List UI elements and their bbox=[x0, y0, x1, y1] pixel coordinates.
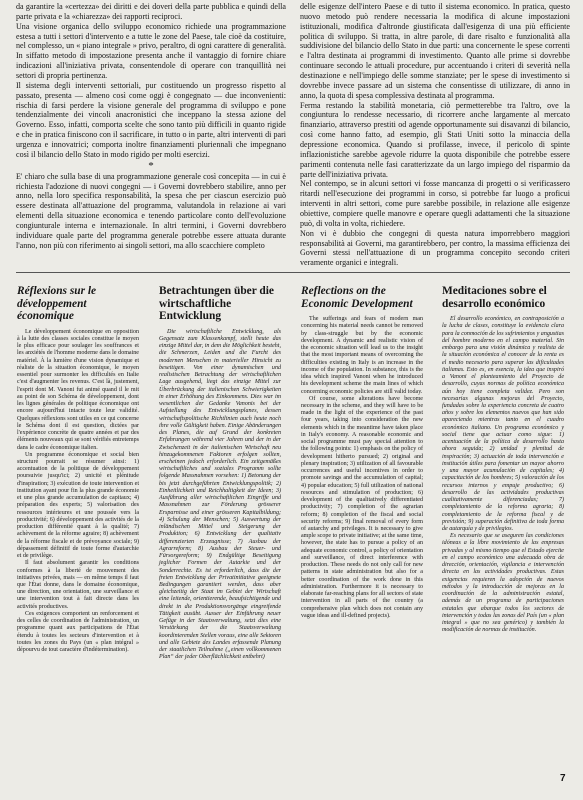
italian-paragraph: Il sistema degli interventi settoriali, pur costituendo un progresso rispetto al passato, presenta — almeno così come oggi è congegnato — due inconvenienti: rischia di farsi perdere la visione generale del programma di sviluppo e pone tendenzialmente dei vincoli anacronistici che inceppano la stessa azione del Governo. Esso, infatti, comporta scelte che sono tanto più difficili in quanto rigide e che in pratica finiscono con il sacrificare, in tutto o in parte, altri interventi di pari urgenza e innovatrici; comporta inoltre finanziamenti pluriennali che impegnano così il bilancio dello Stato in modo rigido per molti esercizi. bbox=[16, 80, 286, 159]
italian-column-right bbox=[300, 2, 570, 268]
column-paragraph: The sufferings and fears of modern man concerning his material needs cannot be removed by class-struggle but by the economic development. A dynamic and realistic vision of the economic situation will lead us to the insight that the most important means of overcoming the difficulties existing in Italy is an increase in the income of the population. In substance, this is the idea which inspired Vanoni when he introduced his development scheme the main lines of which concerning economic policies are still valid today. bbox=[301, 316, 423, 395]
italian-paragraph: Non vi è dubbio che congegni di questa natura imporrebbero maggiori responsabilità ai Governi, ma garantirebbero, per contro, la massima efficienza dei Governi stessi nell'attuazione di un programma concepito secondo criteri veramente organici e integrali. bbox=[300, 228, 570, 268]
column-body bbox=[159, 329, 281, 662]
column-paragraph: Of course, some alterations have become necessary in the scheme, and they will have to be made in the light of the experience of the past four years, taking into consideration the new elements which in the meantime have taken place in Italy's economy. A reasonable economic and social programme must pay special attention to the following points: 1) emphasis on the policy of development hitherto pursued; 2) original and plenary inspiration; 3) utilization of all favourable occurrences and useful incentives in order to promote savings and the accumulation of capital; 4) popular education; 5) full utilization of national resources and stimulation of production; 6) development of the qualitatively differentiated productivity; 7) completion of the agrarian reform; 8) completion of the fiscal and social security reforms; 9) final removal of every form of autarchy and privileges. It is necessary to give ample scope to private initiative; at the same time, however, the state has to pursue a policy of an adequate economic control, a policy of orientation and surveillance, of direct interference with production. These needs do not only call for new patterns in state administration but also for a better coordination of the work done in this administration. Furthermore it is necessary to elaborate far-reaching plans for all sectors of state intervention in all parts of the country (a comprehensive plan which does not contain any vague ideas and ill-defined projects). bbox=[301, 395, 423, 619]
column-paragraph: Die wirtschaftliche Entwicklung, als Gegensatz zum Klassenkampf, stellt heute das einzige Mittel dar, in dem die Möglichkeit besteht, die Schmerzen, Leiden und die Furcht des modernen Menschen in materieller Hinsicht zu beseitigen. Von einer dynamischen und realistischen Betrachtung der wirtschaftlichen Lage ausgehend, liegt das einzige Mittel zur Überbrückung der italienischen Schwierigkeiten in einer Erhöhung des Einkommens. Dies war im wesentlichen der Gedanke Vanonis bei der Aufstellung des Entwicklungsplanes, dessen wirtschaftspolitische Richtlinien auch heute noch ihre volle Gültigkeit haben. Einige Abänderungen des Planes, die auf Grund der konkreten Erfahrungen während vier Jahren und der in der Zwischenzeit in der italienischen Wirtschaft neu hinzugekommenen Faktoren erfolgen sollten, erscheinen jedoch erforderlich. Ein zeitgemäßes wirtschaftliches und soziales Programm sollte folgende Massnahmen vorsehen: 1) Betonung der bis jetzt durchgeführten Entwicklungspolitik; 2) Einheitlichkeit und Reichhaltigkeit der Ideen; 3) Ausführung aller wirtschaftlichen Eingriffe und Massnahmen zur Förderung grösserer Ersparnisse und einer grösseren Kapitalbildung; 4) Schulung der Menschen; 5) Auswertung der inländischen Mittel und Steigerung der Produktion; 6) Entwicklung der qualitativ differenzierten Erzeugnisse; 7) Ausbau der Agrarreform; 8) Ausbau der Steuer- und Fürsorgereform; 9) Endgültige Beseitigung jeglicher Formen der Autarkie und der Sonderrechte. Es ist erforderlich, dass die der freien Entwicklung der Privatinitiative geeignete Bedingungen garantiert werden, dass aber gleichzeitig der Staat im Gebiet der Wirtschaft eine leitende, orientierende, beaufsichtigende und direkt in die Produktionsvorgänge eingreifende Tätigkeit ausübt. Ausser der Einführung neuer Gefüge in der Staatsverwaltung, setzt dies eine Verstärkung der die Staatsverwaltung koordinierenden Stellen voraus, eine alle Sektoren und alle Gebiete des Landes erfassende Planung der staatlichen Teilnahme („einen vollkommenen Plan“ der jeder Oberflächlichkeit entbehrt) bbox=[159, 328, 281, 661]
column-body bbox=[17, 329, 139, 655]
italian-paragraph: delle esigenze dell'intero Paese e di tutto il sistema economico. In pratica, questo nuovo metodo può rendere necessaria la modifica di alcune impostazioni istituzionali, modifica d'altronde giustificata dall'esigenza di una più efficiente politica di sviluppo. Si tratta, in altre parole, di dare risalto e funzionalità alla suddivisione del bilancio dello Stato in due parti: una concernente le spese correnti e l'altra destinata ai programmi di investimento. Quanto alle prime si dovrebbe continuare secondo le attuali procedure, pur accentuando i criteri di severità nella destinazione e nell'impiego delle somme stanziate; per le spese di investimento si dovrebbe invece passare ad un sistema che consentisse di utilizzare, di anno in anno, la quota di spesa complessiva destinata al programma. bbox=[300, 2, 570, 100]
column-paragraph: Es necesario que se aseguren las condiciones idóneas a la libre movimiento de las empresas privadas y al mismo tiempo que el Estado ejercite en el campo económico una adecuada obra de dirección, orientación, vigilancia e intervención directa en las actividades productivas. Estas exigencias requieren la adopción de nuevos métodos y la introducción de mejoras en la coordinación de la administración estatal, además de un programa de participaciones estatales que abarque todos los sectores de intervención y todas las zonas del País (un « plan integral » que no sea genérico) y también la modificación de normas de institución. bbox=[442, 533, 564, 634]
column-title: Reflections on the Economic Development bbox=[301, 285, 413, 310]
column-paragraph: Ces exigences comportent un renforcement et des celles de coordination de l'administration, un programme quant aux participations de l'État étendu à toutes les secteurs d'intervention et à toutes les zones du Pays (un « plan intégral » dépourvu de tout caractère d'indétermination). bbox=[17, 610, 139, 654]
column-title: Meditaciones sobre el desarrollo económico bbox=[442, 285, 547, 310]
italian-paragraph: Ferma restando la stabilità monetaria, ciò permetterebbe tra l'altro, ove la congiuntura lo rendesse necessario, di ricorrere anche largamente al mercato finanziario, attraverso prestiti od agende opportunamente sui disavanzi di bilancio, così come hanno fatto, ad esempio, gli Stati Uniti sotto la minaccia della depressione economica. Quando si profilasse, invece, il pericolo di spinte inflazionistiche sarebbe agevole ridurre la quota disponibile che potrebbe essere parimenti contenuta nelle fasi caratterizzate da un largo impiego del risparmio da parte dell'iniziativa privata. bbox=[300, 100, 570, 179]
italian-column-left bbox=[16, 2, 286, 251]
italian-paragraph: E' chiaro che sulla base di una programmazione generale così concepita — in cui è richiesta l'adozione di nuovi congegni — i Governi dovrebbero stabilire, anno per anno, nella loro specifica responsabilità, la spesa che per ciascun esercizio può essere destinata all'attuazione del programma, valutandola in relazione ai vari elementi della situazione economica e tenendo particolare conto dell'evoluzione congiunturale interna e internazionale. In altri termini, i Governi dovrebbero individuare quale parte del programma generale potrebbe essere attuata durante l'anno, non più con riferimento ai singoli settori, ma allo scacchiere completo bbox=[16, 171, 286, 250]
column-body bbox=[442, 316, 564, 634]
page-number: 7 bbox=[560, 773, 566, 784]
summary-column-spanish bbox=[442, 285, 564, 635]
column-paragraph: Un programme économique et social bien structuré pourrait se résumer ainsi: 1) accentuation de la politique de développement poursuivie jusqu'ici; 2) unicité et plénitude d'inspiration; 3) exécution de toute intervention et institution ayant pour fin la plus grande économie et une plus grande accumulation de capitaux; 4) préparation des experts; 5) valorisation des ressources intérieures et une poussée vers la productivité; 6) développement des activités de la production différentié quant à la qualité; 7) achèvement de la réforme agraire; 8) achèvement de la réforme fiscale et de prévoyance sociale; 9) dépassement définitif de toute forme d'autarchie et de privilège. bbox=[17, 451, 139, 560]
section-divider bbox=[16, 272, 570, 273]
column-paragraph: El desarrollo económico, en contraposición a la lucha de clases, constituye la evidencia clara para la conmoción de los sufrimientos y angustias del hombre moderno en el campo material. Sin embargo para una visión dinámica y realista de la situación económica el conocer de la renta es el medio necesario para superar las dificultades italianas. Esto es, en esencia, la idea que inspiró a Vanoni el planteamiento del Proyecto de desarrollo, cuyas normas de política económica aún hoy tiene completa validez. Pero son necesarias algunas mejoras del Proyecto, fundadas sobre la experiencia concreta de cuatro años y sobre los elementos nuevos que han sido apareciendo mientras tanto en el cuadro económico italiano. Un programa económico y social tiene que actuar como sigue: 1) acentuación de la política de desarrollo hasta ahora seguida; 2) unidad y plenitud de inspiración; 3) actuación de toda intervención e institución útiles para fomentar un mayor ahorro y una mayor acumulación de capitales; 4) capacitación de los hombres; 5) valoración de los recursos internos y empuje productivo; 6) desarrollo de las actividades productivas cualitativamente diferenciadas; 7) completamiento de la reforma agraria; 8) completamiento de la reforma fiscal y de previsión; 9) superación definitiva de toda forma de autarquía y de privilegios. bbox=[442, 316, 564, 532]
summary-column-german bbox=[159, 285, 281, 662]
italian-paragraph: da garantire la «certezza» dei diritti e dei doveri della parte pubblica e quindi della parte privata e la «chiarezza» dei rapporti reciproci. bbox=[16, 2, 286, 21]
column-paragraph: Le développement économique en opposition à la lutte des classes sociales constitue le moyen le plus efficace pour soulager les souffrances et les anxiétés de l'homme moderne dans le domaine matériel. À la lumière d'une vision dynamique et réaliste de la situation économique, le moyen essentiel pour surmonter les difficultés en Italie c'est d'augmenter les revenus. C'est là, justement, l'esprit dont M. Vanoni fut animé quand il le mit au point de son Schéma de développement, dont les lignes générales de politique économique ont encore aujourd'hui intacte toute leur validité. Quelques réflexions sont utiles en ce qui concerne le Schéma dont il est question, dictées par l'expérience concrète de quatre années et par des éléments nouveaux qui se sont vérifiés entretemps dans le cadre économique italien. bbox=[17, 328, 139, 451]
column-body bbox=[301, 316, 423, 620]
summary-column-english bbox=[301, 285, 423, 620]
column-title: Betrachtungen über die wirtschaftliche Entwicklung bbox=[159, 285, 274, 323]
section-separator-star: * bbox=[148, 159, 154, 172]
column-paragraph: Il faut absolument garantir les conditions conformes à la liberté de mouvement des initiatives privées, mais — en même temps il faut que l'État donne, dans le domaine économique, une direction, une orientation, une surveillance et une intervention tout à fait directe dans les activités productives. bbox=[17, 560, 139, 610]
italian-paragraph: Una visione organica dello sviluppo economico richiede una programmazione estesa a tutti i settori d'intervento e a tutte le zone del Paese, tale cioè da costituire, nel complesso, un « piano integrale » privo, peraltro, di ogni carattere di generalità. In siffatto metodo di impostazione presenta anche il vantaggio di fornire chiare indicazioni all'iniziativa privata, consentendole di operare con tranquillità nei settori di propria pertinenza. bbox=[16, 21, 286, 81]
summary-column-french bbox=[17, 285, 139, 654]
column-title: Réflexions sur le développement économique bbox=[17, 285, 97, 323]
italian-paragraph: Nel contempo, se in alcuni settori vi fosse mancanza di progetti o si verificassero ritardi nell'esecuzione dei programmi in corso, si potrebbe far luogo a proficui interventi in altri settori, come pure sarebbe possibile, in relazione alle esigenze obiettive, compiere quelle manovre e operare quegli adattamenti che la situazione può, di volta in volta, richiedere. bbox=[300, 179, 570, 228]
